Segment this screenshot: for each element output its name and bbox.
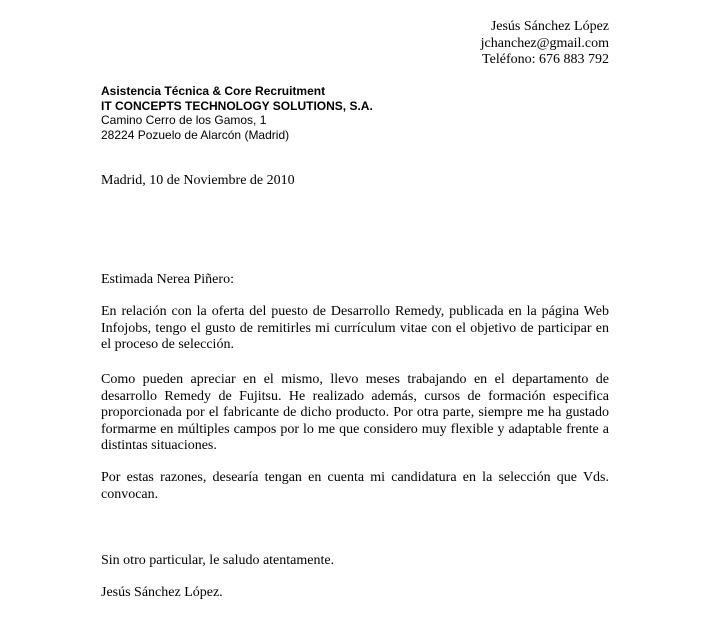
recipient-block (101, 84, 373, 142)
letter-date: Madrid, 10 de Noviembre de 2010 (101, 173, 295, 188)
recipient-city: 28224 Pozuelo de Alarcón (Madrid) (101, 127, 290, 142)
sender-block (481, 19, 609, 69)
sender-email: jchanchez@gmail.com (480, 35, 609, 51)
recipient-street: Camino Cerro de los Gamos, 1 (101, 113, 267, 127)
body-paragraph-2: Como pueden apreciar en el mismo, llevo meses trabajando en el departamento de desarrollo Remedy de Fujitsu. He realizado además, cursos de formación especifica proporcionada por el fabricante de dicho producto. Por otra parte, siempre me ha gustado formarme en múltiples campos por lo me que considero muy flexible y adaptable frente a distintas situaciones. (101, 372, 609, 453)
recipient-company: IT CONCEPTS TECHNOLOGY SOLUTIONS, S.A. (101, 98, 373, 113)
letter-closing: Sin otro particular, le saludo atentamente. (101, 553, 335, 568)
recipient-department: Asistencia Técnica & Core Recruitment (101, 84, 326, 98)
sender-phone: Teléfono: 676 883 792 (482, 52, 609, 67)
letter-signature: Jesús Sánchez López. (101, 585, 223, 600)
body-paragraph-3: Por estas razones, desearía tengan en cuenta mi candidatura en la selección que Vds. convocan. (101, 470, 609, 502)
body-paragraph-1: En relación con la oferta del puesto de Desarrollo Remedy, publicada en la página Web Infojobs, tengo el gusto de remitirles mi currículum vitae con el objetivo de participar en el proceso de selección. (101, 304, 609, 352)
sender-name: Jesús Sánchez López (490, 19, 609, 34)
letter-greeting: Estimada Nerea Piñero: (101, 272, 234, 287)
